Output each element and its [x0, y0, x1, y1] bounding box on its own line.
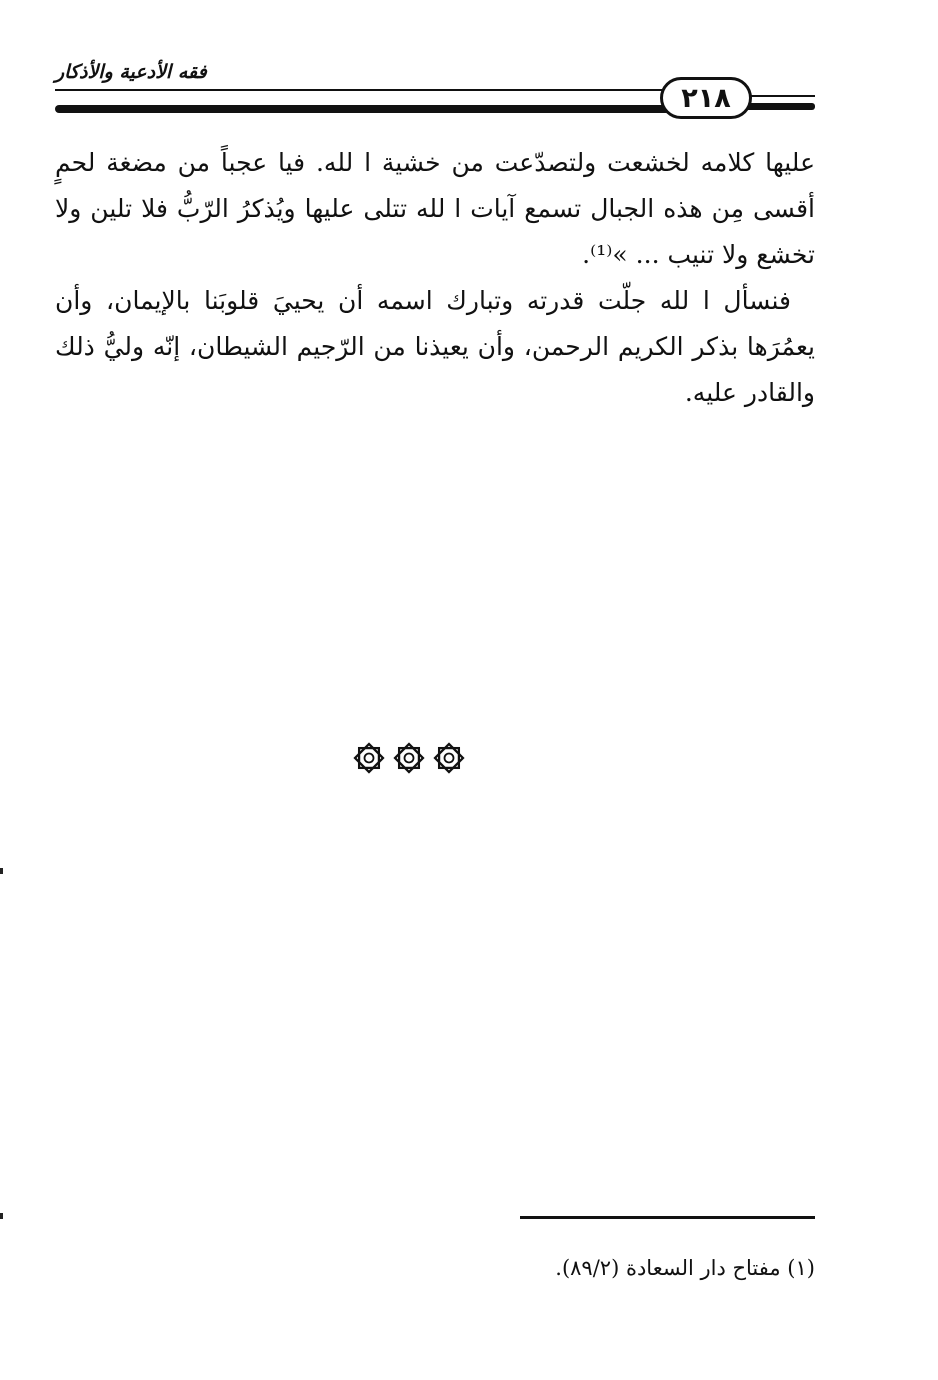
scan-mark: [0, 868, 3, 874]
footnote-rule: [520, 1216, 815, 1219]
page-header: [55, 55, 815, 125]
eight-pointed-star-icon: [391, 740, 427, 776]
page-number: ٢١٨: [660, 77, 752, 119]
scan-mark: [0, 1213, 3, 1219]
eight-pointed-star-icon: [431, 740, 467, 776]
header-rule-thick: [55, 105, 675, 113]
paragraph-1: عليها كلامه لخشعت ولتصدّعت من خشية ا لله. فيا عجباً من مضغة لحمٍ أقسى مِن هذه الجبال تسمع آيات ا لله تتلى عليها ويُذكرُ الرّبُّ فلا تلين ولا تخشع ولا تنيب ... »⁽¹⁾.: [55, 148, 815, 269]
paragraph-2: فنسأل ا لله جلّت قدرته وتبارك اسمه أن يحييَ قلوبَنا بالإيمان، وأن يعمُرَها بذكر الكريم الرحمن، وأن يعيذنا من الرّجيم الشيطان، إنّه وليُّ ذلك والقادر عليه.: [55, 286, 815, 407]
section-ornament: [351, 738, 467, 778]
body-text: [55, 140, 815, 416]
eight-pointed-star-icon: [351, 740, 387, 776]
header-rule-right-thin: [745, 95, 815, 97]
footnote: (١) مفتاح دار السعادة (٨٩/٢).: [555, 1256, 815, 1280]
header-rule-right-thick: [745, 103, 815, 110]
header-rule-thin: [55, 89, 675, 91]
running-title: فقه الأدعية والأذكار: [55, 61, 207, 83]
